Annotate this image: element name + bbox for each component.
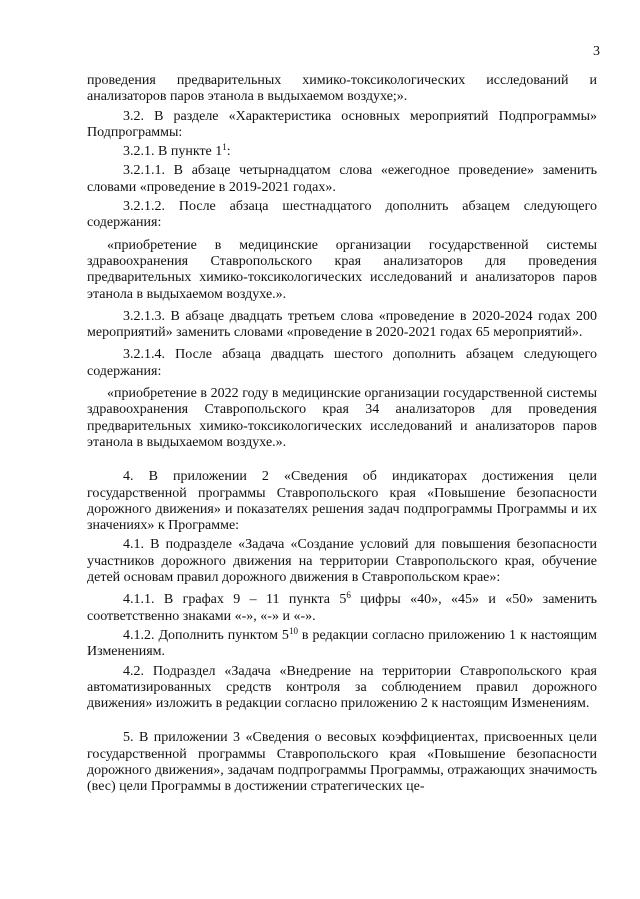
paragraph-4-1: 4.1. В подразделе «Задача «Создание условий для повышения безопасности участников дорожного движения на территории Ставропольского края, обучение детей основам правил дорожного движения в Ставропольском крае»:	[87, 537, 597, 586]
paragraph-3-2-1-1: 3.2.1.1. В абзаце четырнадцатом слова «ежегодное проведение» заменить словами «проведение в 2019-2021 годах».	[87, 163, 597, 195]
paragraph-continuation: проведения предварительных химико-токсикологических исследований и анализаторов паров этанола в выдыхаемом воздухе;».	[87, 73, 597, 105]
paragraph-4-1-1	[87, 592, 597, 625]
paragraph-4-1-2-a: 4.1.2. Дополнить пунктом 5	[123, 627, 289, 643]
paragraph-3-2-1-text: 3.2.1. В пункте 1	[123, 144, 223, 160]
paragraph-4-2: 4.2. Подраздел «Задача «Внедрение на территории Ставропольского края автоматизированных средств контроля за соблюдением правил дорожного движения» изложить в редакции согласно приложению 2 к настоящим Изменениям.	[87, 663, 597, 712]
paragraph-3-2: 3.2. В разделе «Характеристика основных мероприятий Подпрограммы» Подпрограммы:	[87, 108, 597, 140]
page-number: 3	[593, 44, 600, 59]
superscript: 6	[346, 590, 351, 601]
paragraph-4-1-1-b: цифры «40», «45» и «50» заменить соответственно знаками «-», «-» и «-».	[87, 592, 597, 624]
paragraph-3-2-1-tail: :	[226, 144, 231, 160]
superscript: 1	[222, 142, 227, 153]
paragraph-4-1-2	[87, 625, 597, 661]
paragraph-4-1-2-b: в редакции согласно приложению 1 к настоящим Изменениям.	[87, 627, 597, 660]
paragraph-4-1-1-a: 4.1.1. В графах 9 – 11 пункта 5	[123, 592, 347, 608]
document-body	[87, 73, 597, 796]
paragraph-4: 4. В приложении 2 «Сведения об индикаторах достижения цели государственной программы Ставропольского края «Повышение безопасности дорожного движения» и показателях решения задач подпрограммы Программы и их значениях» к Программе:	[87, 469, 597, 534]
quote-paragraph-1: «приобретение в медицинские организации государственной системы здравоохранения Ставропольского края анализаторов для проведения предварительных химико-токсикологических исследований и анализаторов паров этанола в выдыхаемом воздухе.».	[87, 237, 597, 302]
paragraph-3-2-1-2: 3.2.1.2. После абзаца шестнадцатого дополнить абзацем следующего содержания:	[87, 199, 597, 231]
paragraph-3-2-1	[87, 144, 597, 160]
superscript: 10	[288, 625, 298, 636]
paragraph-3-2-1-4: 3.2.1.4. После абзаца двадцать шестого дополнить абзацем следующего содержания:	[87, 347, 597, 379]
paragraph-5: 5. В приложении 3 «Сведения о весовых коэффициентах, присвоенных цели государственной программы Ставропольского края «Повышение безопасности дорожного движения», задачам подпрограммы Программы, отражающих значимость (вес) цели Программы в достижении стратегических це-	[87, 730, 597, 795]
paragraph-3-2-1-3: 3.2.1.3. В абзаце двадцать третьем слова «проведение в 2020-2024 годах 200 мероприятий» заменить словами «проведение в 2020-2021 годах 65 мероприятий».	[87, 308, 597, 341]
quote-paragraph-2: «приобретение в 2022 году в медицинские организации государственной системы здравоохранения Ставропольского края 34 анализаторов для проведения предварительных химико-токсикологических исследований и анализаторов паров этанола в выдыхаемом воздухе.».	[87, 386, 597, 450]
